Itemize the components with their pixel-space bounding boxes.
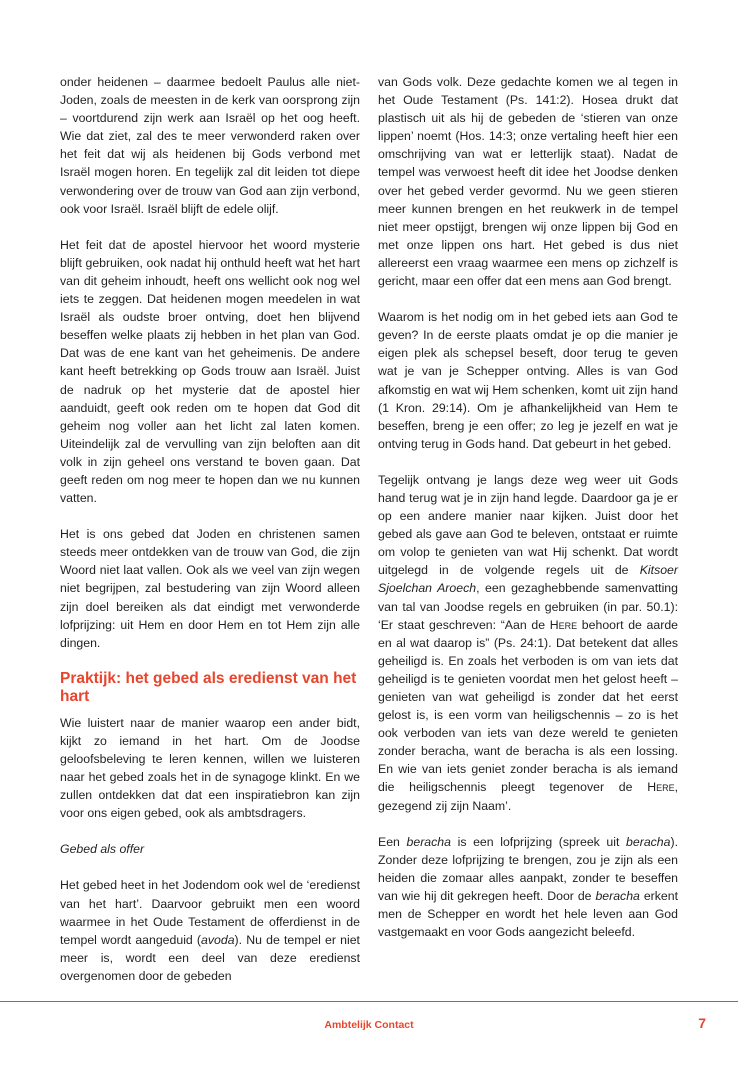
text-run: , een gezaghebbende samenvatting van tal van Joodse regels en gebruiken (in par. 50.1): ‘Er staat geschreven: “Aan de <box>378 581 678 632</box>
small-caps-term: Here <box>647 780 675 795</box>
paragraph: Het is ons gebed dat Joden en christenen samen steeds meer ontdekken van de trouw van God, die zijn Woord niet laat vallen. Ook als we veel van zijn wegen niet begrijpen, zal bestudering van zijn Woord alleen zijn doel bereiken als dat eindigt met verwonderde lofprijzing: uit Hem en door Hem en tot Hem zijn alle dingen. <box>60 527 360 650</box>
paragraph <box>378 471 678 815</box>
paragraph: Het feit dat de apostel hiervoor het woord mysterie blijft gebruiken, ook nadat hij onthuld heeft wat het hart van dit geheim inhoudt, heeft ons wellicht ook nog wel iets te zeggen. Dat heidenen mogen meedelen in wat Israël als oudste broer ontving, doet hen blijvend beseffen welke plaats zij hebben in het plan van God. Dat was de ene kant van het geheimenis. De andere kant heeft betrekking op Gods trouw aan Israël. Juist de nadruk op het mysterie dat de apostel hier aanduidt, geeft ook reden om te hopen dat God dit geheim nog voller aan het licht zal laten komen. Uiteindelijk zal de vervulling van zijn beloften aan dit volk in zijn geheel ons verstand te boven gaan. Dat geeft reden om nog meer te hopen dan we nu kunnen vatten. <box>60 237 360 506</box>
text-run: erkent men de Schepper en wordt het hele leven aan God vastgemaakt en voor Gods aangezicht beleefd. <box>378 888 679 940</box>
paragraph: onder heidenen – daarmee bedoelt Paulus alle niet-Joden, zoals de meesten in de kerk van oorsprong zijn – voortdurend zijn werk aan Israël op het oog heeft. Wie dat ziet, zal des te meer verwonderd raken over het feit dat wij als heidenen bij Gods verbond met Israël mogen horen. En tegelijk zal dit leiden tot diepe verwondering over de trouw van God aan zijn verbond, ook voor Israël. Israël blijft de edele olijf. <box>60 75 360 216</box>
left-column <box>60 73 360 985</box>
subheading: Gebed als offer <box>60 842 145 857</box>
text-run: ). Nu de tempel er niet meer is, wordt een deel van deze eredienst overgenomen door de gebeden <box>60 932 360 983</box>
right-column <box>378 73 678 941</box>
text-run: Een <box>378 834 407 849</box>
italic-term: beracha <box>595 888 640 903</box>
footer-divider <box>0 1001 738 1002</box>
italic-term: beracha <box>406 834 451 849</box>
text-run: is een lofprijzing (spreek uit <box>450 834 627 849</box>
italic-term: Kitsoer Sjoelchan Aroech <box>378 563 678 596</box>
italic-term: avoda <box>201 932 235 947</box>
paragraph: van Gods volk. Deze gedachte komen we al tegen in het Oude Testament (Ps. 141:2). Hosea drukt dat plastisch uit als hij de gebeden de ‘stieren van onze lippen’ noemt (Hos. 14:3; onze vertaling heeft hier een omschrijving van wat er letterlijk staat). Nadat de tempel was verwoest heeft dit idee het Joodse denken over het gebed verder gevormd. Nu we geen stieren meer kunnen brengen en het reukwerk in de tempel niet meer opstijgt, brengen wij onze lippen bij God en met onze lippen ons hart. Het gebed is dus niet allereerst een vraag waarmee een mens op zichzelf is gericht, maar een offer dat een mens aan God brengt. <box>378 75 678 289</box>
text-run: behoort de aarde en al wat daarop is” (Ps. 24:1). Dat betekent dat alles geheiligd is. En zoals het verboden is om van iets dat geheiligd is te genieten voordat men het gelost heeft – genieten van wat geheiligd is zonder dat het eerst gelost is, is een vorm van heiligschennis – zo is het ook verboden van iets van deze wereld te genieten zonder beracha, want de beracha is als een lossing. En wie van iets geniet zonder beracha is als iemand die heiligschennis pleegt tegenover de <box>378 617 678 795</box>
page-number: 7 <box>698 1015 706 1031</box>
text-run: , gezegend zij zijn Naam’. <box>378 780 678 813</box>
text-run: Tegelijk ontvang je langs deze weg weer uit Gods hand terug wat je in zijn hand legde. Daardoor ga je er op een andere manier naar kijken. Juist door het gebed als gave aan God te beleven, ontstaat er ruimte om volop te genieten van wat Hij schenkt. Dat wordt uitgelegd in de volgende regels uit de <box>378 472 678 578</box>
paragraph <box>378 833 678 942</box>
paragraph <box>60 876 360 985</box>
small-caps-term: Here <box>549 617 578 632</box>
footer-publication-title: Ambtelijk Contact <box>324 1019 414 1031</box>
paragraph: Waarom is het nodig om in het gebed iets aan God te geven? In de eerste plaats omdat je op die manier je eigen plek als schepsel beseft, door terug te geven wat je van je Schepper ontving. Alles is van God afkomstig en wat wij Hem schenken, komt uit zijn hand (1 Kron. 29:14). Om je afhankelijkheid van Hem te beseffen, breng je een offer; zo leg je jezelf en wat je ontving terug in Gods hand. Dat gebeurt in het gebed. <box>378 310 678 451</box>
section-heading: Praktijk: het gebed als eredienst van het hart <box>60 669 357 705</box>
text-run: Het gebed heet in het Jodendom ook wel de ‘eredienst van het hart’. Daarvoor gebruikt men een woord waarmee in het Oude Testament de offerdienst in de tempel wordt aangeduid ( <box>60 878 360 947</box>
text-run: ). Zonder deze lofprijzing te brengen, zou je zijn als een heiden die zomaar alles aanpakt, zonder te beseffen van wie hij dit gekregen heeft. Door de <box>378 834 679 903</box>
paragraph: Wie luistert naar de manier waarop een ander bidt, kijkt zo iemand in het hart. Om de Joodse geloofsbeleving te leren kennen, willen we luisteren naar het gebed zoals het in de synagoge klinkt. En we zullen ontdekken dat dat een inspiratiebron kan zijn voor ons eigen gebed, ook als ambtsdragers. <box>60 715 360 821</box>
italic-term: beracha <box>626 834 671 849</box>
